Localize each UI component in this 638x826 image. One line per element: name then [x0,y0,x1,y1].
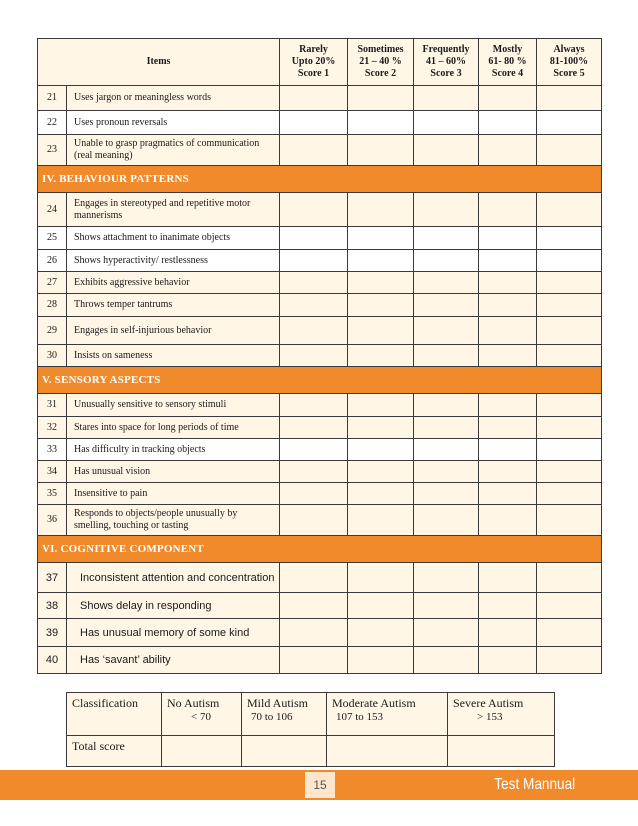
section-title: V. SENSORY ASPECTS [38,367,602,394]
item-text: Has unusual memory of some kind [67,619,280,647]
assessment-table [37,38,602,674]
rarely-column-header: Rarely Upto 20% Score 1 [280,39,348,86]
score-cell[interactable] [414,417,479,439]
score-cell[interactable] [280,394,348,417]
table-row [38,86,602,111]
table-row [38,439,602,461]
section-header [38,166,602,193]
score-cell[interactable] [280,272,348,294]
score-cell[interactable] [479,593,537,619]
score-cell[interactable] [537,345,602,367]
score-cell[interactable] [414,317,479,345]
item-text: Insists on sameness [67,345,280,367]
table-row [38,417,602,439]
table-row [38,394,602,417]
total-score-cell[interactable] [162,736,242,767]
score-cell[interactable] [280,563,348,593]
table-row [38,317,602,345]
manual-title: Test Mannual [494,776,575,793]
item-text: Uses jargon or meaningless words [67,86,280,111]
score-cell[interactable] [479,417,537,439]
score-cell[interactable] [348,193,414,227]
item-text: Has difficulty in tracking objects [67,439,280,461]
score-cell[interactable] [280,505,348,536]
table-row [38,563,602,593]
score-cell[interactable] [348,647,414,674]
score-cell[interactable] [479,227,537,250]
item-number: 30 [38,345,67,367]
item-number: 37 [38,563,67,593]
severe-autism-cell: Severe Autism > 153 [448,693,555,736]
score-cell[interactable] [479,647,537,674]
table-row [38,227,602,250]
score-cell[interactable] [537,111,602,135]
score-cell[interactable] [348,272,414,294]
item-number: 28 [38,294,67,317]
table-row [38,111,602,135]
score-cell[interactable] [537,439,602,461]
item-number: 26 [38,250,67,272]
score-cell[interactable] [280,250,348,272]
score-cell[interactable] [479,86,537,111]
score-cell[interactable] [479,294,537,317]
table-row [38,135,602,166]
item-number: 36 [38,505,67,536]
score-cell[interactable] [537,619,602,647]
item-number: 31 [38,394,67,417]
item-text: Has ‘savant’ ability [67,647,280,674]
always-column-header: Always 81-100% Score 5 [537,39,602,86]
classification-table [66,692,555,767]
score-cell[interactable] [348,439,414,461]
score-cell[interactable] [414,647,479,674]
footer-bar [0,770,638,800]
score-cell[interactable] [479,563,537,593]
item-text: Has unusual vision [67,461,280,483]
score-cell[interactable] [280,417,348,439]
score-cell[interactable] [414,227,479,250]
table-row [38,647,602,674]
score-cell[interactable] [280,619,348,647]
total-score-label: Total score [67,736,162,767]
section-header [38,536,602,563]
item-number: 40 [38,647,67,674]
score-cell[interactable] [479,461,537,483]
page-number: 15 [305,772,335,798]
score-cell[interactable] [414,563,479,593]
score-cell[interactable] [414,505,479,536]
items-header: Items [38,39,280,86]
score-cell[interactable] [537,294,602,317]
sometimes-column-header: Sometimes 21 – 40 % Score 2 [348,39,414,86]
score-cell[interactable] [414,345,479,367]
classification-label: Classification [67,693,162,736]
score-cell[interactable] [537,461,602,483]
score-cell[interactable] [348,394,414,417]
table-row [38,294,602,317]
table-row [38,619,602,647]
section-title: VI. COGNITIVE COMPONENT [38,536,602,563]
score-cell[interactable] [280,227,348,250]
score-cell[interactable] [479,135,537,166]
score-cell[interactable] [414,86,479,111]
moderate-autism-cell: Moderate Autism 107 to 153 [327,693,448,736]
score-cell[interactable] [479,272,537,294]
score-cell[interactable] [414,394,479,417]
score-cell[interactable] [537,86,602,111]
score-cell[interactable] [414,593,479,619]
total-score-cell[interactable] [448,736,555,767]
score-cell[interactable] [537,593,602,619]
item-number: 23 [38,135,67,166]
score-cell[interactable] [414,439,479,461]
score-cell[interactable] [348,294,414,317]
score-cell[interactable] [280,193,348,227]
score-cell[interactable] [348,227,414,250]
score-cell[interactable] [280,317,348,345]
table-row [38,193,602,227]
item-number: 32 [38,417,67,439]
item-text: Engages in self-injurious behavior [67,317,280,345]
score-cell[interactable] [479,619,537,647]
score-cell[interactable] [280,86,348,111]
table-header [38,39,602,86]
score-cell[interactable] [414,461,479,483]
item-text: Uses pronoun reversals [67,111,280,135]
no-autism-cell: No Autism < 70 [162,693,242,736]
table-row [38,593,602,619]
score-cell[interactable] [348,135,414,166]
item-number: 24 [38,193,67,227]
score-cell[interactable] [348,563,414,593]
total-score-row [67,736,555,767]
item-text: Shows hyperactivity/ restlessness [67,250,280,272]
score-cell[interactable] [280,294,348,317]
score-cell[interactable] [348,317,414,345]
score-cell[interactable] [348,593,414,619]
score-cell[interactable] [280,345,348,367]
item-text: Throws temper tantrums [67,294,280,317]
score-cell[interactable] [537,135,602,166]
total-score-cell[interactable] [242,736,327,767]
score-cell[interactable] [348,619,414,647]
score-cell[interactable] [537,317,602,345]
table-row [38,345,602,367]
item-text: Exhibits aggressive behavior [67,272,280,294]
score-cell[interactable] [537,193,602,227]
score-cell[interactable] [348,417,414,439]
item-number: 34 [38,461,67,483]
score-cell[interactable] [414,272,479,294]
score-cell[interactable] [414,294,479,317]
item-text: Stares into space for long periods of time [67,417,280,439]
score-cell[interactable] [348,86,414,111]
total-score-cell[interactable] [327,736,448,767]
score-cell[interactable] [537,394,602,417]
item-number: 39 [38,619,67,647]
score-cell[interactable] [414,250,479,272]
frequently-column-header: Frequently 41 – 60% Score 3 [414,39,479,86]
item-text: Unusually sensitive to sensory stimuli [67,394,280,417]
score-cell[interactable] [280,593,348,619]
score-cell[interactable] [280,483,348,505]
score-cell[interactable] [537,563,602,593]
item-text: Responds to objects/people unusually by smelling, touching or tasting [67,505,280,536]
item-text: Insensitive to pain [67,483,280,505]
item-text: Shows delay in responding [67,593,280,619]
score-cell[interactable] [537,250,602,272]
score-cell[interactable] [414,135,479,166]
section-header [38,367,602,394]
score-cell[interactable] [348,345,414,367]
score-cell[interactable] [414,111,479,135]
score-cell[interactable] [414,193,479,227]
item-number: 38 [38,593,67,619]
score-cell[interactable] [537,417,602,439]
score-cell[interactable] [414,483,479,505]
score-cell[interactable] [479,193,537,227]
score-cell[interactable] [479,439,537,461]
score-cell[interactable] [280,461,348,483]
score-cell[interactable] [479,317,537,345]
table-row [38,505,602,536]
item-text: Inconsistent attention and concentration [67,563,280,593]
item-number: 33 [38,439,67,461]
score-cell[interactable] [280,111,348,135]
score-cell[interactable] [537,647,602,674]
score-cell[interactable] [479,483,537,505]
score-cell[interactable] [280,439,348,461]
score-cell[interactable] [348,483,414,505]
mostly-column-header: Mostly 61- 80 % Score 4 [479,39,537,86]
score-cell[interactable] [280,647,348,674]
score-cell[interactable] [537,227,602,250]
item-number: 21 [38,86,67,111]
score-cell[interactable] [348,461,414,483]
table-row [38,250,602,272]
score-cell[interactable] [348,250,414,272]
score-cell[interactable] [537,272,602,294]
item-number: 22 [38,111,67,135]
score-cell[interactable] [479,111,537,135]
item-number: 29 [38,317,67,345]
score-cell[interactable] [537,505,602,536]
mild-autism-cell: Mild Autism 70 to 106 [242,693,327,736]
score-cell[interactable] [537,483,602,505]
score-cell[interactable] [348,505,414,536]
item-text: Shows attachment to inanimate objects [67,227,280,250]
table-row [38,483,602,505]
item-number: 35 [38,483,67,505]
item-text: Unable to grasp pragmatics of communication (real meaning) [67,135,280,166]
score-cell[interactable] [479,250,537,272]
score-cell[interactable] [479,505,537,536]
item-number: 27 [38,272,67,294]
classification-row [67,693,555,736]
score-cell[interactable] [479,394,537,417]
item-number: 25 [38,227,67,250]
score-cell[interactable] [280,135,348,166]
score-cell[interactable] [479,345,537,367]
section-title: IV. BEHAVIOUR PATTERNS [38,166,602,193]
table-row [38,461,602,483]
table-row [38,272,602,294]
score-cell[interactable] [414,619,479,647]
item-text: Engages in stereotyped and repetitive motor mannerisms [67,193,280,227]
score-cell[interactable] [348,111,414,135]
